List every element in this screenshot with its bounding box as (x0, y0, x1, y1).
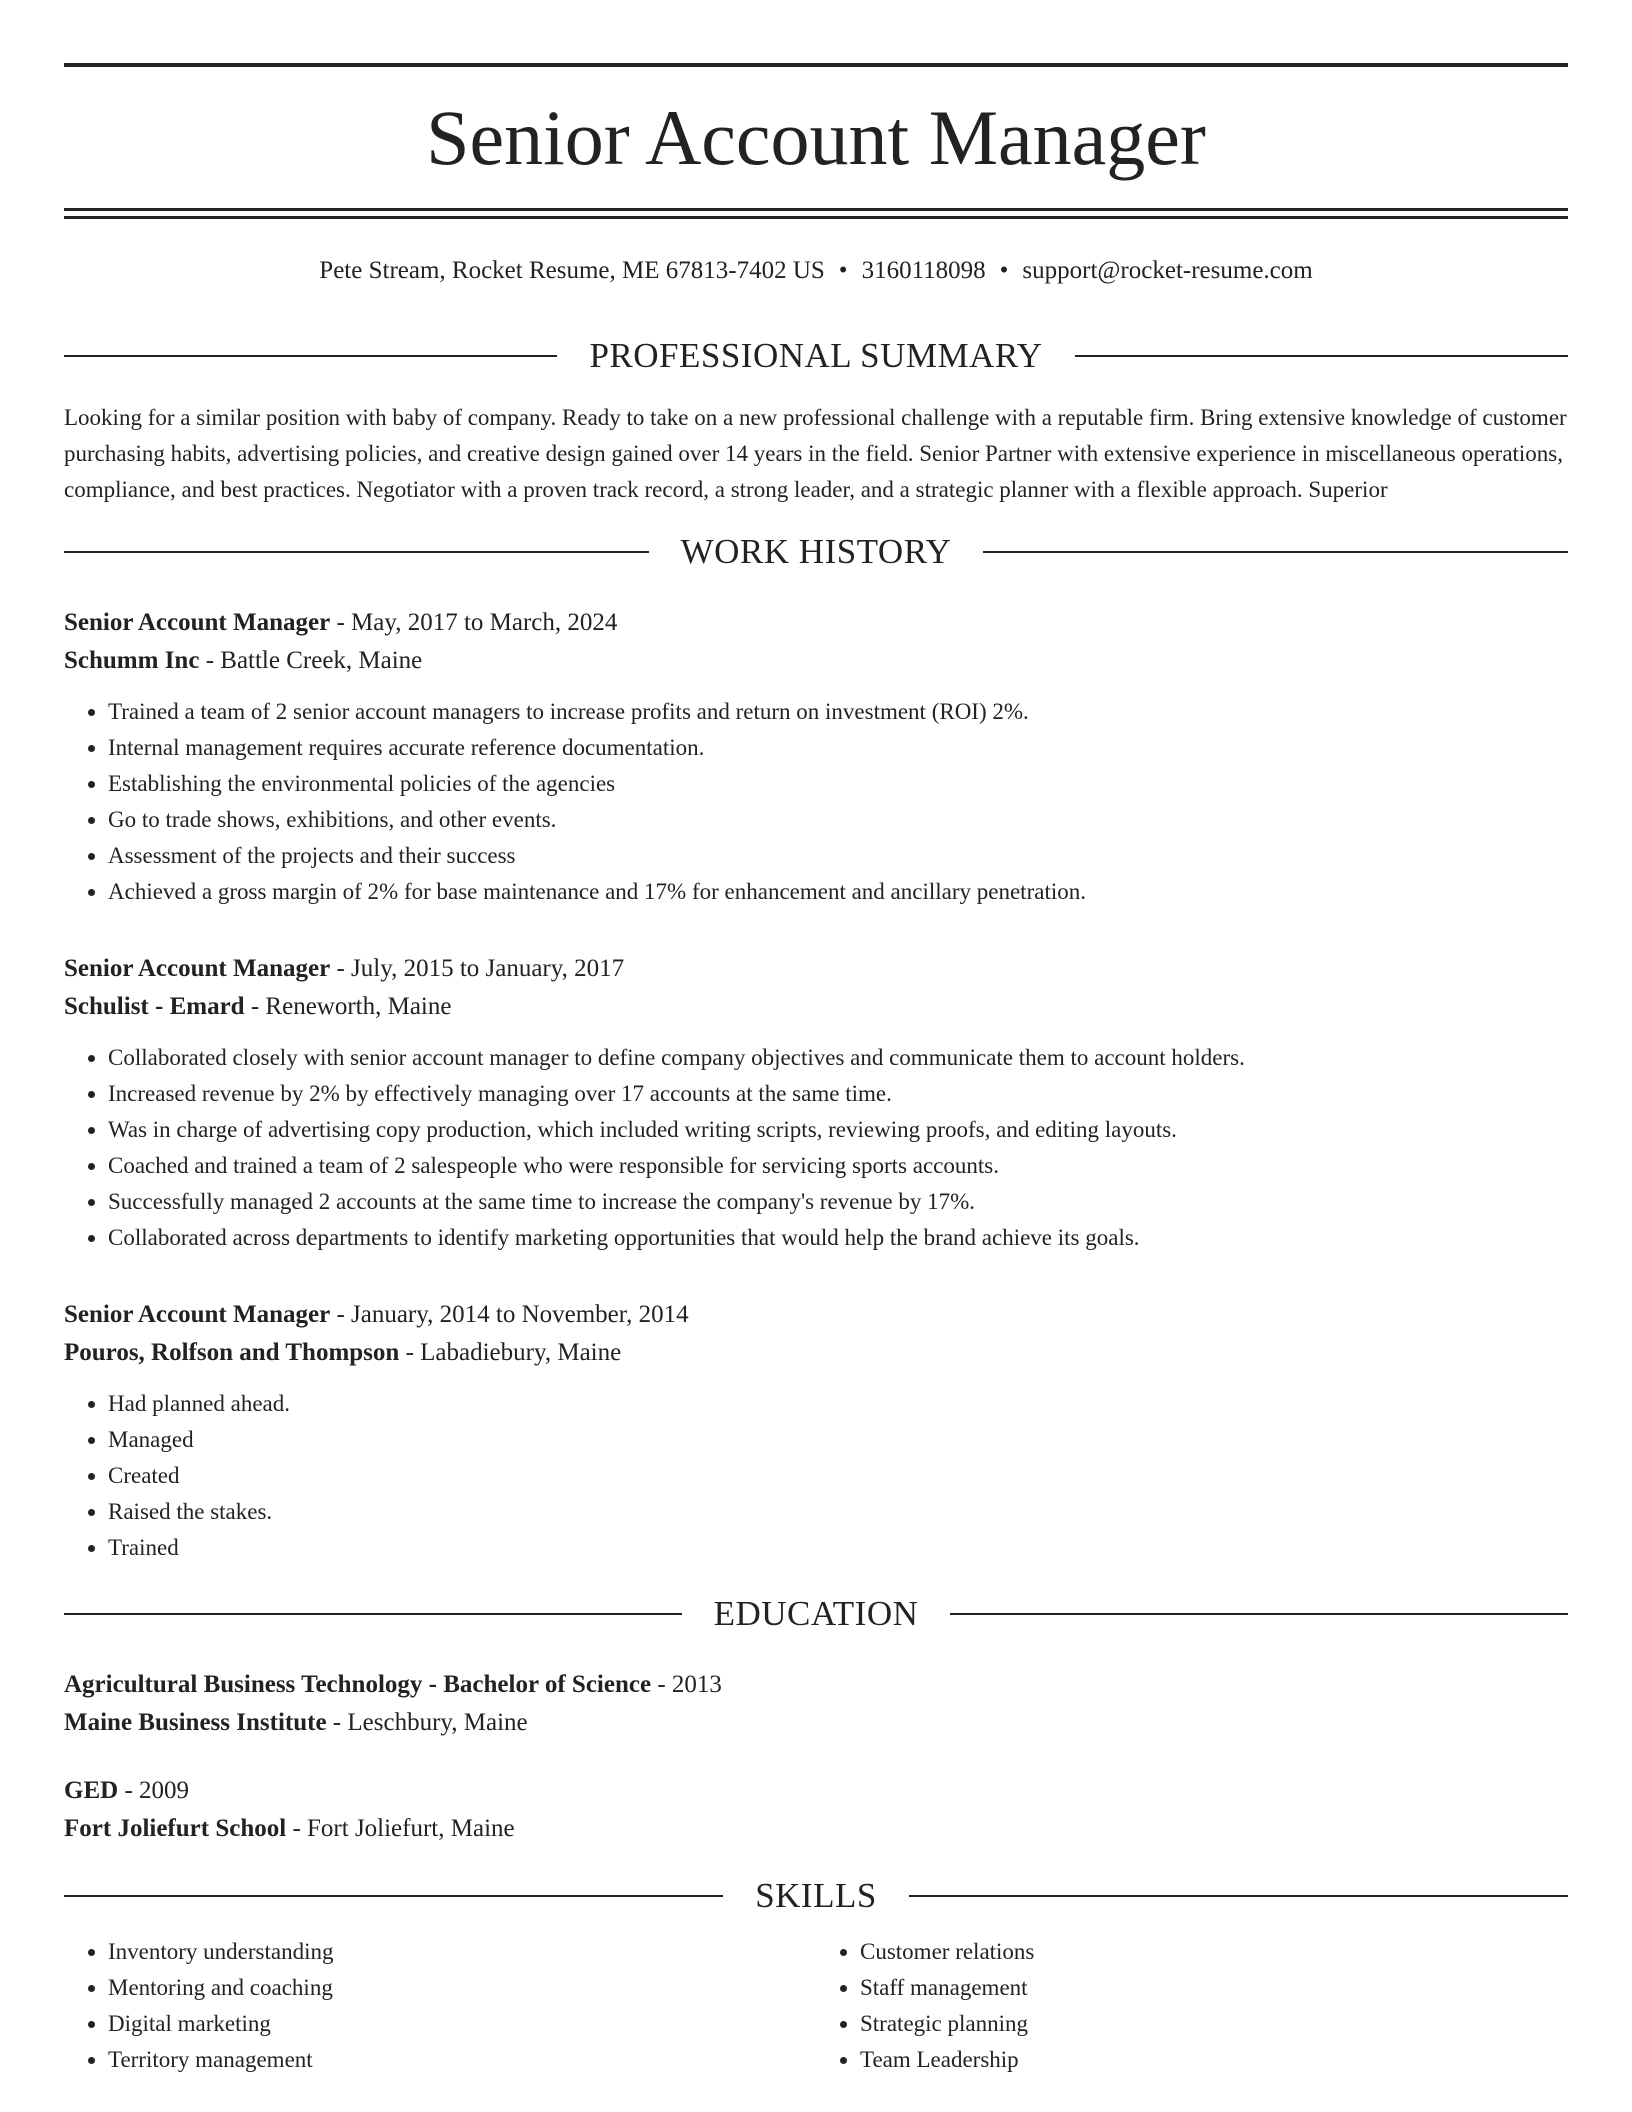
list-item: • Increased revenue by 2% by effectively managing over 17 accounts at the same time. (108, 1076, 1568, 1112)
list-item: • Mentoring and coaching (108, 1970, 816, 2006)
list-item: • Raised the stakes. (108, 1494, 1568, 1530)
skills-column-right (816, 1934, 1568, 2078)
list-item: • Go to trade shows, exhibitions, and other events. (108, 802, 1568, 838)
heading-rule (64, 1613, 682, 1615)
job-company: Schumm Inc (64, 647, 200, 674)
education-school: Fort Joliefurt School (64, 1815, 287, 1842)
job-company: Pouros, Rolfson and Thompson (64, 1339, 400, 1366)
job-location: - Battle Creek, Maine (199, 647, 423, 674)
list-item: • Collaborated across departments to identify marketing opportunities that would help the brand achieve its goals. (108, 1220, 1568, 1256)
list-item: • Inventory understanding (108, 1934, 816, 1970)
section-heading-skills (64, 1870, 1568, 1922)
list-item: • Managed (108, 1422, 1568, 1458)
job-company-line (64, 642, 1568, 680)
contact-email: support@rocket-resume.com (1022, 257, 1313, 284)
job-title-line (64, 950, 1568, 988)
list-item: • Successfully managed 2 accounts at the same time to increase the company's revenue by 17%. (108, 1184, 1568, 1220)
job-title: Senior Account Manager (64, 609, 331, 636)
education-degree-line (64, 1666, 1568, 1704)
education-entry (64, 1666, 1568, 1742)
list-item: • Assessment of the projects and their success (108, 838, 1568, 874)
summary-text: Looking for a similar position with baby of company. Ready to take on a new professional challenge with a reputable firm. Bring extensive knowledge of customer purchasing habits, advertising policies, and creative design gained over 14 years in the field. Senior Partner with extensive experience in miscellaneous operations, compliance, and best practices. Negotiator with a proven track record, a strong leader, and a strategic planner with a flexible approach. Superior (64, 405, 1567, 502)
education-year: - 2009 (118, 1777, 190, 1804)
education-school-line (64, 1704, 1568, 1742)
job-bullets (64, 1386, 1568, 1566)
section-heading-summary (64, 330, 1568, 382)
work-history-list (64, 604, 1568, 1566)
heading-rule (64, 551, 649, 553)
job-title-line (64, 1296, 1568, 1334)
job-company-line (64, 988, 1568, 1026)
section-heading-work (64, 526, 1568, 578)
list-item: • Team Leadership (860, 2042, 1568, 2078)
skills-list (64, 1934, 1568, 2078)
job-dates: - May, 2017 to March, 2024 (330, 609, 618, 636)
heading-rule (1075, 355, 1568, 357)
education-entry (64, 1772, 1568, 1848)
list-item: • Collaborated closely with senior account manager to define company objectives and communicate them to account holders. (108, 1040, 1568, 1076)
education-location: - Leschbury, Maine (326, 1709, 528, 1736)
contact-separator: • (838, 257, 848, 284)
education-school-line (64, 1810, 1568, 1848)
section-title: WORK HISTORY (680, 532, 952, 571)
job-company: Schulist - Emard (64, 993, 245, 1020)
job-bullets (64, 1040, 1568, 1256)
contact-phone: 3160118098 (861, 257, 986, 284)
list-item: • Had planned ahead. (108, 1386, 1568, 1422)
resume-title: Senior Account Manager (426, 94, 1206, 181)
list-item: • Strategic planning (860, 2006, 1568, 2042)
job-bullets (64, 694, 1568, 910)
list-item: • Was in charge of advertising copy production, which included writing scripts, reviewing proofs, and editing layouts. (108, 1112, 1568, 1148)
education-degree: Agricultural Business Technology - Bachelor of Science (64, 1671, 652, 1698)
skills-column-left (64, 1934, 816, 2078)
job-location: - Labadiebury, Maine (399, 1339, 622, 1366)
resume-content (64, 330, 1568, 2078)
list-item: • Created (108, 1458, 1568, 1494)
list-item: • Staff management (860, 1970, 1568, 2006)
list-item: • Customer relations (860, 1934, 1568, 1970)
job-title: Senior Account Manager (64, 1301, 331, 1328)
title-rule-upper (64, 208, 1568, 211)
job-entry (64, 1296, 1568, 1566)
top-rule (64, 63, 1568, 67)
section-heading-education (64, 1588, 1568, 1640)
education-degree: GED (64, 1777, 119, 1804)
job-entry (64, 604, 1568, 910)
education-degree-line (64, 1772, 1568, 1810)
education-school: Maine Business Institute (64, 1709, 327, 1736)
list-item: • Internal management requires accurate reference documentation. (108, 730, 1568, 766)
contact-address: Pete Stream, Rocket Resume, ME 67813-7402 US (319, 257, 825, 284)
education-location: - Fort Joliefurt, Maine (286, 1815, 515, 1842)
job-title-line (64, 604, 1568, 642)
list-item: • Coached and trained a team of 2 salespeople who were responsible for servicing sports accounts. (108, 1148, 1568, 1184)
list-item: • Trained (108, 1530, 1568, 1566)
contact-line (64, 254, 1568, 288)
list-item: • Territory management (108, 2042, 816, 2078)
list-item: • Trained a team of 2 senior account managers to increase profits and return on investment (ROI) 2%. (108, 694, 1568, 730)
list-item: • Establishing the environmental policies of the agencies (108, 766, 1568, 802)
heading-rule (64, 355, 557, 357)
education-year: - 2013 (651, 1671, 722, 1698)
list-item: • Digital marketing (108, 2006, 816, 2042)
section-title: PROFESSIONAL SUMMARY (589, 336, 1043, 375)
job-dates: - July, 2015 to January, 2017 (330, 955, 625, 982)
heading-rule (64, 1895, 723, 1897)
section-title: SKILLS (755, 1876, 877, 1915)
job-title: Senior Account Manager (64, 955, 331, 982)
job-location: - Reneworth, Maine (244, 993, 452, 1020)
title-rule-lower (64, 216, 1568, 219)
contact-separator: • (999, 257, 1009, 284)
job-dates: - January, 2014 to November, 2014 (330, 1301, 689, 1328)
job-company-line (64, 1334, 1568, 1372)
section-title: EDUCATION (713, 1594, 919, 1633)
heading-rule (983, 551, 1568, 553)
heading-rule (909, 1895, 1568, 1897)
list-item: • Achieved a gross margin of 2% for base maintenance and 17% for enhancement and ancillary penetration. (108, 874, 1568, 910)
heading-rule (950, 1613, 1568, 1615)
job-entry (64, 950, 1568, 1256)
